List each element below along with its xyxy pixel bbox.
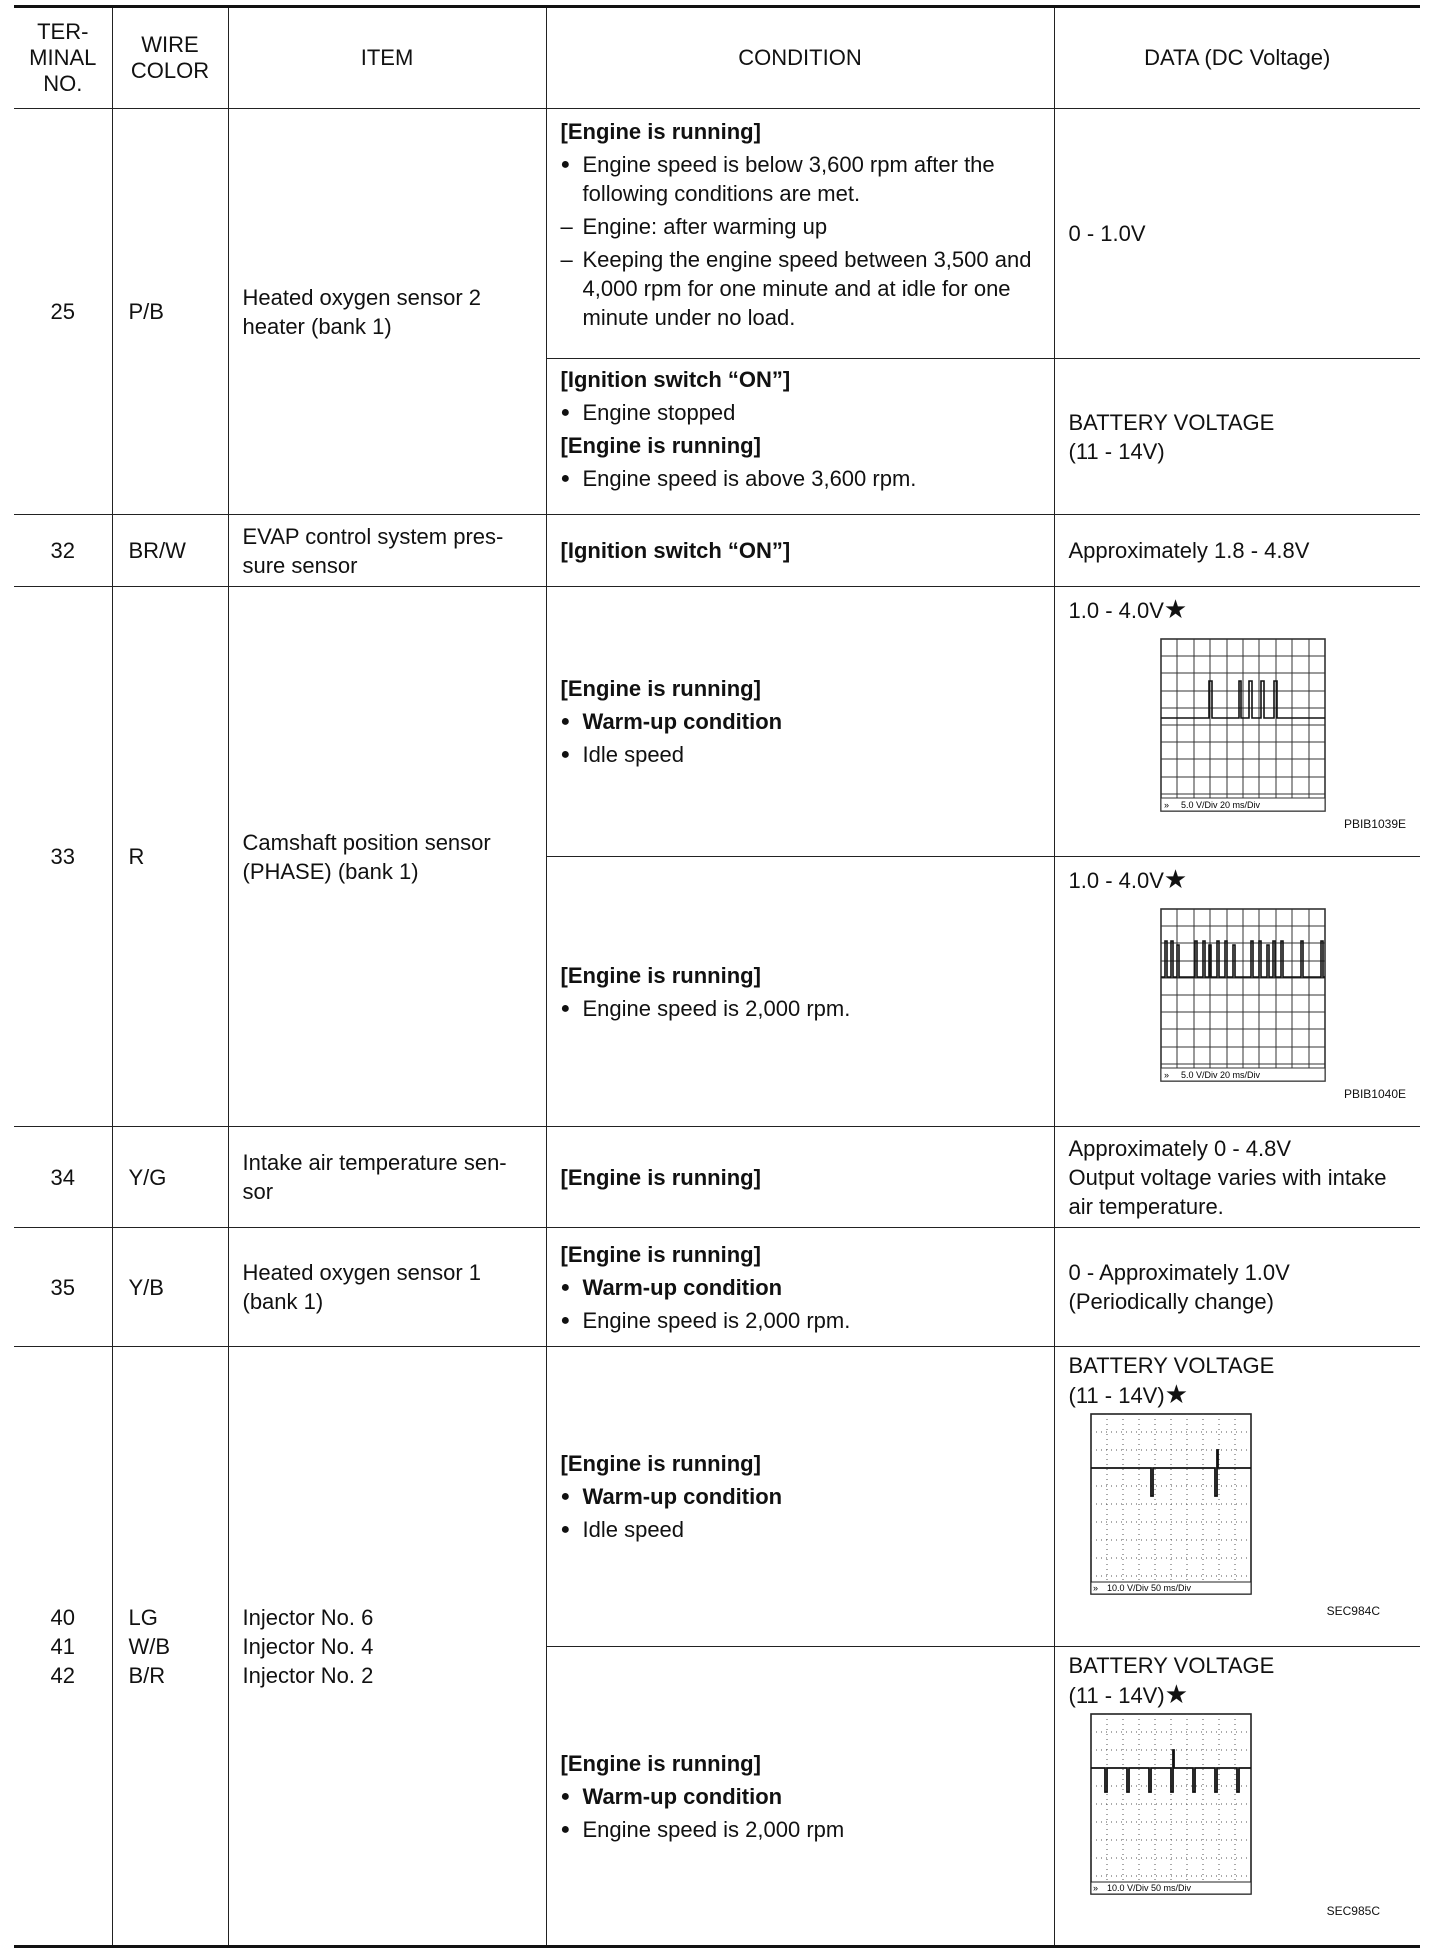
condition-bullet: ● Warm-up condition [561, 1482, 1044, 1511]
condition-bullet: ● Idle speed [561, 740, 1044, 769]
scope-arrow: » [1092, 1883, 1098, 1893]
condition-bullet: ● Warm-up condition [561, 707, 1044, 736]
item-line: Injector No. 6 [242, 1604, 374, 1630]
condition-bullet: ● Engine stopped [561, 398, 1044, 427]
condition-cell [546, 857, 1054, 1127]
condition-heading: [Engine is running] [560, 433, 761, 458]
header-wire-line: WIRE [141, 32, 199, 57]
item-line: Intake air temperature sen- [242, 1150, 507, 1175]
data-line: air temperature. [1068, 1193, 1224, 1219]
condition-bullet: ● Idle speed [561, 1515, 1044, 1544]
item-line: EVAP control system pres- [242, 523, 504, 549]
oscilloscope-waveform [1069, 895, 1369, 1085]
oscilloscope-waveform [1069, 625, 1369, 815]
condition-heading: [Engine is running] [560, 119, 761, 144]
item-line: sure sensor [242, 552, 358, 578]
data-line: (11 - 14V) [1068, 1383, 1165, 1408]
scope-label: 5.0 V/Div 20 ms/Div [1180, 1070, 1260, 1080]
condition-heading: [Engine is running] [560, 962, 761, 988]
wire-line: LG [128, 1604, 158, 1630]
item-cell [228, 1127, 546, 1228]
wire-color: R [112, 587, 228, 1127]
item-cell [228, 587, 546, 1127]
condition-cell [546, 1127, 1054, 1228]
header-wire-line: COLOR [130, 58, 210, 83]
data-line: BATTERY VOLTAGE [1068, 409, 1275, 435]
condition-dash: – Keeping the engine speed between 3,500 and 4,000 rpm for one minute and at idle for one minute under no load. [561, 245, 1044, 332]
item-cell [228, 1347, 546, 1947]
data-cell [1054, 857, 1420, 1127]
terminal-number: 25 [14, 109, 112, 515]
scope-dot-grid [1091, 1714, 1251, 1894]
header-wire-color [112, 7, 228, 109]
oscilloscope-waveform [1069, 1710, 1369, 1902]
header-terminal-line: NO. [43, 71, 83, 96]
data-value: 1.0 - 4.0V [1068, 598, 1164, 623]
data-cell: Approximately 1.8 - 4.8V [1054, 515, 1420, 587]
star-icon: ★ [1163, 594, 1188, 624]
wire-color: Y/G [112, 1127, 228, 1228]
scope-dot-grid [1091, 1414, 1251, 1594]
header-terminal [14, 7, 112, 109]
condition-heading: [Engine is running] [560, 1451, 761, 1476]
scope-label: 10.0 V/Div 50 ms/Div [1106, 1583, 1191, 1593]
terminal-number: 33 [14, 587, 112, 1127]
condition-heading: [Engine is running] [560, 1750, 761, 1776]
data-line: BATTERY VOLTAGE [1068, 1653, 1275, 1678]
condition-bullet: ● Engine speed is 2,000 rpm [561, 1815, 1044, 1844]
star-icon: ★ [1163, 864, 1188, 894]
table-header-row [14, 7, 1420, 109]
item-line: Injector No. 4 [242, 1633, 374, 1659]
data-line: (11 - 14V) [1068, 438, 1165, 464]
wire-color: Y/B [112, 1228, 228, 1347]
header-condition: CONDITION [546, 7, 1054, 109]
data-cell [1054, 359, 1420, 515]
header-data: DATA (DC Voltage) [1054, 7, 1420, 109]
condition-heading: [Ignition switch “ON”] [560, 538, 791, 563]
terminal-line: 42 [50, 1662, 75, 1688]
terminal-number: 32 [14, 515, 112, 587]
oscilloscope-waveform [1069, 1410, 1369, 1602]
condition-cell [546, 587, 1054, 857]
star-icon: ★ [1164, 1679, 1188, 1709]
item-line: heater (bank 1) [242, 313, 392, 339]
table-row [14, 1347, 1420, 1647]
condition-bullet: ● Warm-up condition [561, 1273, 1044, 1302]
data-line: (Periodically change) [1068, 1289, 1274, 1314]
data-value: 1.0 - 4.0V [1068, 868, 1164, 893]
item-line: Camshaft position sensor [242, 829, 491, 855]
scope-arrow: » [1092, 1583, 1098, 1593]
condition-bullet: ● Engine speed is 2,000 rpm. [561, 994, 1044, 1023]
table-row [14, 587, 1420, 857]
scope-arrow: » [1163, 800, 1169, 810]
condition-cell [546, 1647, 1054, 1947]
condition-bullet: ● Engine speed is 2,000 rpm. [561, 1306, 1044, 1335]
scope-label: 5.0 V/Div 20 ms/Div [1180, 800, 1260, 810]
condition-heading: [Ignition switch “ON”] [560, 367, 791, 392]
condition-bullet: ● Warm-up condition [561, 1782, 1044, 1811]
wire-color: P/B [112, 109, 228, 515]
star-icon: ★ [1164, 1379, 1188, 1409]
data-cell [1054, 1347, 1420, 1647]
item-line: (bank 1) [242, 1289, 324, 1314]
table-row [14, 1228, 1420, 1347]
table-row [14, 109, 1420, 359]
data-cell [1054, 1647, 1420, 1947]
condition-cell [546, 1347, 1054, 1647]
condition-cell [546, 109, 1054, 359]
condition-bullet: ● Engine speed is below 3,600 rpm after the following conditions are met. [561, 150, 1044, 208]
item-line: (PHASE) (bank 1) [242, 858, 419, 884]
scope-grid [1161, 909, 1325, 1081]
data-cell [1054, 587, 1420, 857]
figure-code: SEC984C [1326, 1604, 1380, 1618]
table-row [14, 515, 1420, 587]
data-line: Output voltage varies with intake [1068, 1164, 1387, 1190]
condition-heading: [Engine is running] [560, 1241, 761, 1267]
figure-code: PBIB1039E [1343, 817, 1406, 831]
figure-code: PBIB1040E [1343, 1087, 1406, 1101]
condition-cell [546, 515, 1054, 587]
wire-line: W/B [128, 1633, 171, 1659]
terminal-number: 34 [14, 1127, 112, 1228]
wire-color [112, 1347, 228, 1947]
item-line: Heated oxygen sensor 2 [242, 284, 481, 310]
condition-dash: – Engine: after warming up [561, 212, 1044, 241]
figure-code: SEC985C [1326, 1904, 1380, 1918]
condition-heading: [Engine is running] [560, 1164, 761, 1190]
data-line: (11 - 14V) [1068, 1683, 1165, 1708]
table-row [14, 1127, 1420, 1228]
scope-arrow: » [1163, 1070, 1169, 1080]
wire-color: BR/W [112, 515, 228, 587]
condition-heading: [Engine is running] [560, 676, 761, 701]
item-line: Injector No. 2 [242, 1662, 374, 1688]
terminal-line: 41 [50, 1633, 75, 1659]
item-cell [228, 109, 546, 515]
data-line: 0 - Approximately 1.0V [1068, 1260, 1290, 1285]
data-cell [1054, 1127, 1420, 1228]
header-terminal-line: TER- [37, 19, 89, 44]
header-terminal-line: MINAL [29, 45, 97, 70]
condition-cell [546, 1228, 1054, 1347]
terminal-number [14, 1347, 112, 1947]
scope-label: 10.0 V/Div 50 ms/Div [1106, 1883, 1191, 1893]
scope-grid [1161, 639, 1325, 811]
terminal-line: 40 [50, 1604, 75, 1630]
header-item: ITEM [228, 7, 546, 109]
condition-cell [546, 359, 1054, 515]
terminal-data-table [14, 5, 1420, 1948]
condition-bullet: ● Engine speed is above 3,600 rpm. [561, 464, 1044, 493]
item-cell [228, 1228, 546, 1347]
item-line: Heated oxygen sensor 1 [242, 1260, 481, 1285]
item-line: sor [242, 1179, 274, 1204]
wire-line: B/R [128, 1662, 166, 1688]
data-cell: 0 - 1.0V [1054, 109, 1420, 359]
data-cell [1054, 1228, 1420, 1347]
data-line: Approximately 0 - 4.8V [1068, 1135, 1292, 1161]
data-line: BATTERY VOLTAGE [1068, 1353, 1275, 1378]
item-cell [228, 515, 546, 587]
terminal-number: 35 [14, 1228, 112, 1347]
